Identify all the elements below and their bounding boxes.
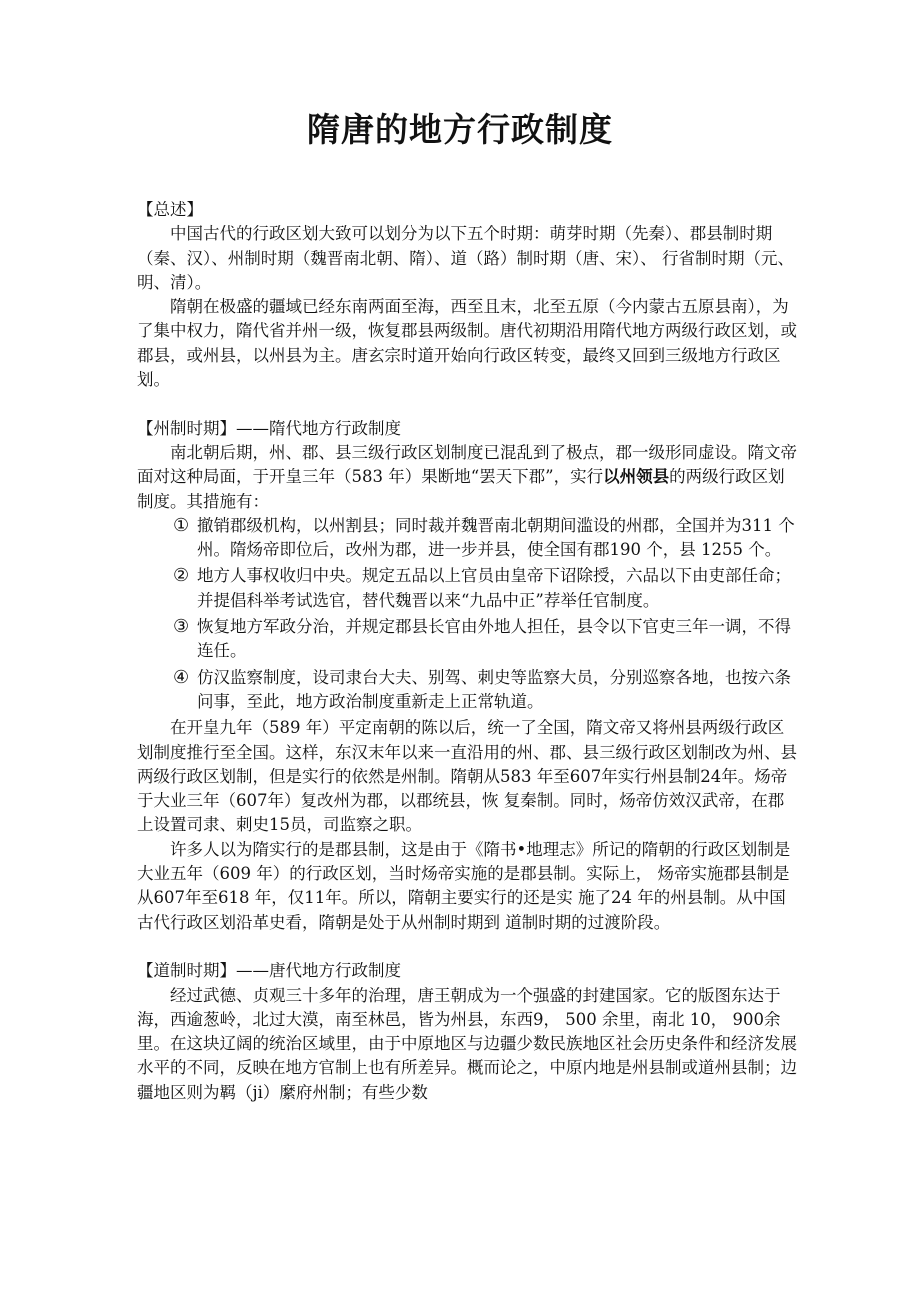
measures-list bbox=[137, 514, 797, 714]
paragraph: 中国古代的行政区划大致可以划分为以下五个时期：萌芽时期（先秦）、郡县制时期（秦、汉）、州制时期（魏晋南北朝、隋）、道（路）制时期（唐、宋）、 行省制时期（元、明、清）。 bbox=[137, 224, 794, 292]
list-item: ④ 仿汉监察制度，设司隶台大夫、别驾、刺史等监察大员，分别巡察各地，也按六条问事，至此，地方政治制度重新走上正常轨道。 bbox=[173, 666, 791, 711]
list-number: ② bbox=[173, 565, 190, 587]
paragraph: 在开皇九年（589 年）平定南朝的陈以后，统一了全国，隋文帝又将州县两级行政区划制度推行至全国。这样，东汉末年以来一直沿用的州、郡、县三级行政区划制改为州、县两级行政区划制，但是实行的依然是州制。隋朝从583 年至607年实行州县制24年。炀帝于大业三年（607年）复改州为郡，以郡统县，恢 复秦制。同时，炀帝仿效汉武帝，在郡上设置司隶、刺史15员，司监察之职。 bbox=[137, 718, 797, 835]
paragraph: 许多人以为隋实行的是郡县制，这是由于《隋书•地理志》所记的隋朝的行政区划制是大业五年（609 年）的行政区划，当时炀帝实施的是郡县制。实际上， 炀帝实施郡县制是从607年至618 年，仅11年。所以，隋朝主要实行的还是实 施了24 年的州县制。从中国古代行政区划沿革史看，隋朝是处于从州制时期到 道制时期的过渡阶段。 bbox=[137, 839, 791, 932]
section-heading-sui: 【州制时期】——隋代地方行政制度 bbox=[137, 418, 401, 438]
paragraph: 经过武德、贞观三十多年的治理，唐王朝成为一个强盛的封建国家。它的版图东达于海，西逾葱岭，北过大漠，南至林邑，皆为州县，东西9， 500 余里，南北 10， 900余里。在这块辽阔的统治区域里，由于中原地区与边疆少数民族地区社会历史条件和经济发展水平的不同，反映在地方官制上也有所差异。概而论之，中原内地是州县制或道州县制；边疆地区则为羁（ji）縻府州制；有些少数 bbox=[137, 985, 797, 1102]
document-body bbox=[137, 198, 797, 1105]
page-title: 隋唐的地方行政制度 bbox=[307, 110, 613, 149]
list-item: ③ 恢复地方军政分治，并规定郡县长官由外地人担任，县令以下官吏三年一调，不得连任。 bbox=[173, 616, 791, 661]
list-item: ① 撤销郡级机构，以州割县；同时裁并魏晋南北朝期间滥设的州郡，全国并为311 个州。隋炀帝即位后，改州为郡，进一步并县，使全国有郡190 个，县 1255 个。 bbox=[173, 514, 795, 560]
section-heading-overview: 【总述】 bbox=[137, 200, 203, 219]
emphasis-text: 以州领县 bbox=[603, 467, 670, 487]
list-number: ④ bbox=[173, 666, 190, 688]
paragraph: 隋朝在极盛的疆域已经东南两面至海，西至且末，北至五原（今内蒙古五原县南），为了集中权力，隋代省并州一级，恢复郡县两级制。唐代初期沿用隋代地方两级行政区划，或郡县，或州县，以州县为主。唐玄宗时道开始向行政区转变，最终又回到三级地方行政区划。 bbox=[137, 297, 797, 390]
paragraph: 南北朝后期，州、郡、县三级行政区划制度已混乱到了极点，郡一级形同虚设。隋文帝面对这种局面，于开皇三年（583 年）果断地“罢天下郡”，实行以州领县的两级行政区划制度。其措施有： bbox=[137, 442, 797, 511]
list-number: ① bbox=[173, 514, 190, 536]
section-heading-tang: 【道制时期】——唐代地方行政制度 bbox=[137, 961, 401, 981]
list-item: ② 地方人事权收归中央。规定五品以上官员由皇帝下诏除授，六品以下由吏部任命；并提倡科举考试选官，替代魏晋以来“九品中正”荐举任官制度。 bbox=[173, 565, 791, 610]
list-number: ③ bbox=[173, 616, 190, 638]
